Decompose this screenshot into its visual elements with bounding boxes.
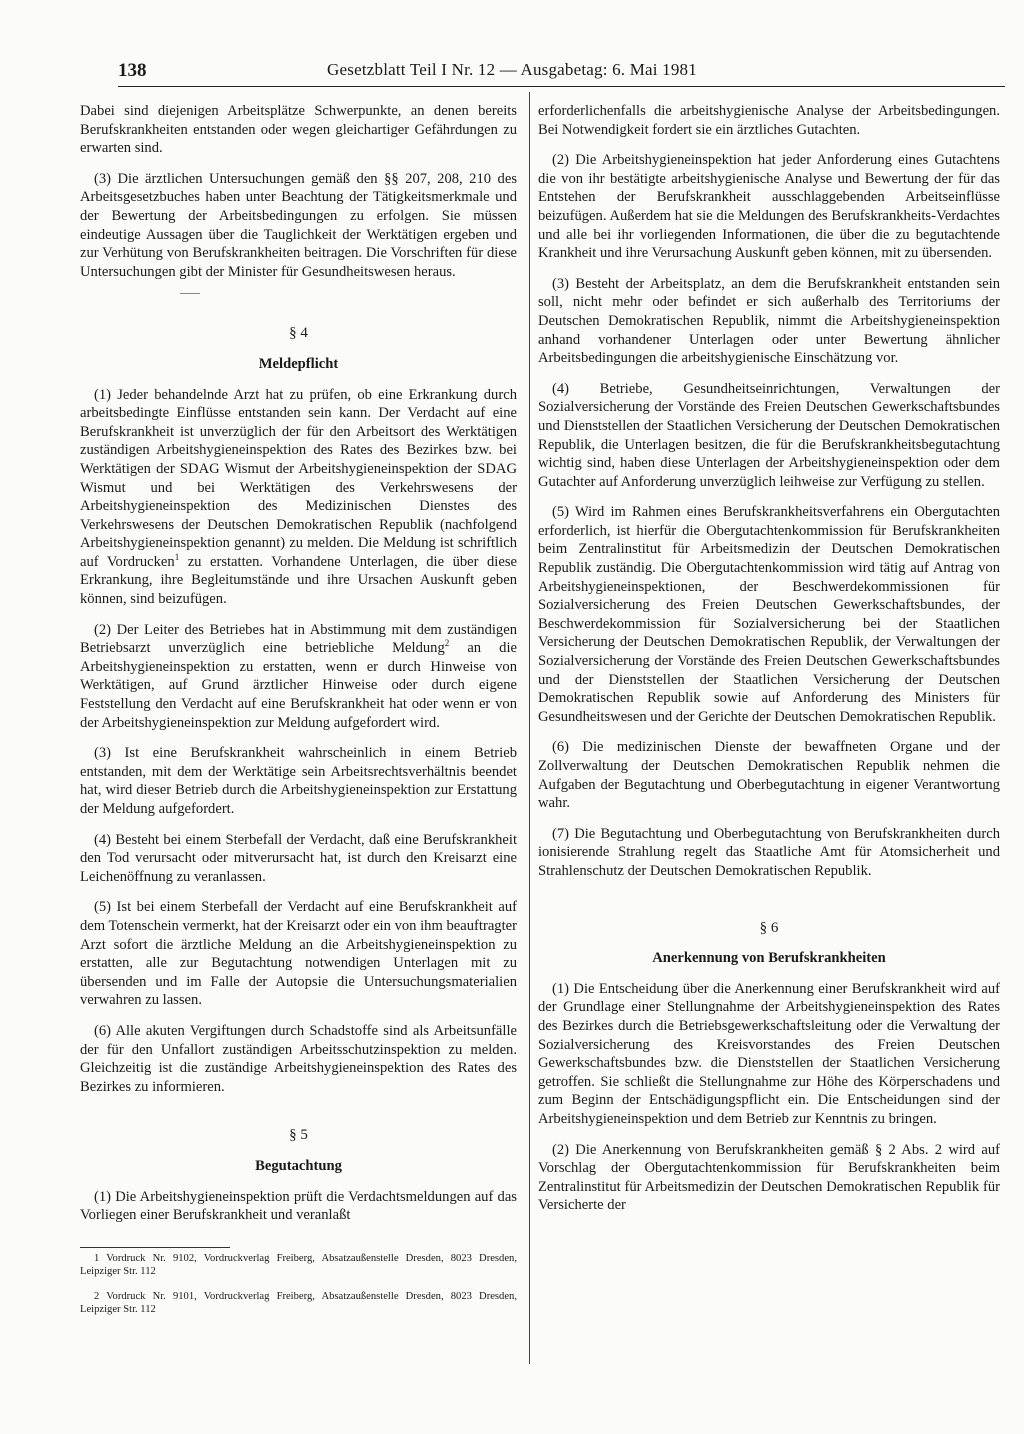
- footnote-ref-2: 2: [444, 638, 450, 649]
- section-4-number: § 4: [289, 325, 308, 342]
- section-6-number: § 6: [759, 919, 779, 936]
- paragraph-4-6: (6) Alle akuten Vergiftungen durch Schadstoffe sind als Arbeitsunfälle der für den Unfallort zuständigen Arbeitsschutzinspektion zu melden. Gleichzeitig ist die zuständige Arbeitshygieneinspektion des Rates des Bezirkes zu informieren.: [80, 1022, 517, 1095]
- footnote-1: 1 Vordruck Nr. 9102, Vordruckverlag Freiberg, Absatzaußenstelle Dresden, 8023 Dresden, Leipziger Str. 112: [80, 1252, 517, 1277]
- paragraph-5-1-continued: erforderlichenfalls die arbeitshygienische Analyse der Arbeitsbedingungen. Bei Notwendigkeit fordert sie ein ärztliches Gutachten.: [538, 103, 1000, 138]
- left-column: [80, 102, 517, 1328]
- footnote-ref-1: 1: [174, 552, 180, 563]
- column-divider: [529, 92, 530, 1364]
- footnote-rule: [80, 1247, 230, 1248]
- section-5-number: § 5: [289, 1127, 308, 1144]
- section-5-title: Begutachtung: [255, 1157, 342, 1174]
- paragraph-5-7: (7) Die Begutachtung und Oberbegutachtung von Berufskrankheiten durch ionisierende Strahlung regelt das Staatliche Amt für Atomsicherheit und Strahlenschutz der Deutschen Demokratischen Republik.: [538, 825, 1000, 879]
- paragraph-4-4: (4) Besteht bei einem Sterbefall der Verdacht, daß eine Berufskrankheit den Tod verursacht oder mitverursacht hat, ist durch den Kreisarzt eine Leichenöffnung zu veranlassen.: [80, 831, 517, 885]
- paragraph-4-1: (1) Jeder behandelnde Arzt hat zu prüfen, ob eine Erkrankung durch arbeitsbedingte Einflüsse entstanden sein kann. Der Verdacht auf eine Berufskrankheit ist unverzüglich der für den Arbeitsort des Werktätigen zuständigen Arbeitshygieneinspektion des Rates des Bezirkes bzw. bei Werktätigen der SDAG Wismut der Arbeitshygieneinspektion der SDAG Wismut und bei Werktätigen des Verkehrswesens der Arbeitshygieneinspektion des Medizinischen Dienstes des Verkehrswesens der Deutschen Demokratischen Republik (nachfolgend Arbeitshygieneinspektion genannt) zu melden. Die Meldung ist schriftlich auf Vordrucken$^1$ zu erstatten. Vorhandene Unterlagen, die über diese Erkrankung, ihre Begleitumstände und ihre Ursachen Auskunft geben können, sind beizufügen.: [80, 386, 517, 608]
- right-column: [538, 102, 1000, 1227]
- paragraph-4-5: (5) Ist bei einem Sterbefall der Verdacht auf eine Berufskrankheit auf dem Totenschein vermerkt, hat der Kreisarzt oder ein von ihm beauftragter Arzt sofort die ärztliche Meldung an die Arbeitshygieneinspektion zu erstatten, alle zur Begutachtung notwendigen Unterlagen mit zu übersenden und im Falle der Autopsie die Untersuchungsmaterialien verwahren zu lassen.: [80, 899, 517, 1009]
- header-rule: [118, 86, 1005, 87]
- paragraph-5-6: (6) Die medizinischen Dienste der bewaffneten Organe und der Zollverwaltung der Deutschen Demokratischen Republik nehmen die Aufgaben der Begutachtung und Oberbegutachtung in eigener Verantwortung wahr.: [538, 739, 1000, 812]
- paragraph-6-2: (2) Die Anerkennung von Berufskrankheiten gemäß § 2 Abs. 2 wird auf Vorschlag der Obergutachtenkommission für Berufskrankheiten beim Zentralinstitut für Arbeitsmedizin der Deutschen Demokratischen Republik für Versicherte der: [538, 1141, 1000, 1214]
- paragraph-4-3: (3) Ist eine Berufskrankheit wahrscheinlich in einem Betrieb entstanden, mit dem der Werktätige sein Arbeitsrechtsverhältnis beendet hat, wird dieser Betrieb durch die Arbeitshygieneinspektion zur Erstattung der Meldung aufgefordert.: [80, 745, 517, 817]
- paragraph-5-4: (4) Betriebe, Gesundheitseinrichtungen, Verwaltungen der Sozialversicherung der Vorstände des Freien Deutschen Gewerkschaftsbundes und Dienststellen der Staatlichen Versicherung der Deutschen Demokratischen Republik, die Unterlagen besitzen, die für die Berufskrankheitsbegutachtung wichtig sind, haben diese Unterlagen der Arbeitshygieneinspektion oder dem Gutachter auf Anforderung unverzüglich leihweise zur Verfügung zu stellen.: [538, 380, 1000, 490]
- paragraph-5-2: (2) Die Arbeitshygieneinspektion hat jeder Anforderung eines Gutachtens die von ihr bestätigte arbeitshygienische Analyse und Bewertung der für das Entstehen der Berufskrankheit ausschlaggebenden Arbeitseinflüsse beizufügen. Außerdem hat sie die Meldungen des Berufskrankheits-Verdachtes und alle bei ihr vorliegenden Informationen, die über die zu begutachtende Krankheit und ihre Verursachung Auskunft geben können, mit zu übersenden.: [538, 152, 1000, 262]
- section-4-title: Meldepflicht: [258, 355, 339, 372]
- running-title: Gesetzblatt Teil I Nr. 12 — Ausgabetag: 6. Mai 1981: [327, 60, 697, 79]
- footnote-2: 2 Vordruck Nr. 9101, Vordruckverlag Freiberg, Absatzaußenstelle Dresden, 8023 Dresden, Leipziger Str. 112: [80, 1290, 517, 1315]
- paragraph-3-3: (3) Die ärztlichen Untersuchungen gemäß den §§ 207, 208, 210 des Arbeitsgesetzbuches haben unter Beachtung der Tätigkeitsmerkmale und der Bewertung der Arbeitsbedingungen zu erfolgen. Sie müssen eindeutige Aussagen über die Tauglichkeit der Werktätigen ergeben und zur Verhütung von Berufskrankheiten beitragen. Die Vorschriften für diese Untersuchungen gibt der Minister für Gesundheitswesen heraus.: [80, 170, 517, 280]
- section-6-title: Anerkennung von Berufskrankheiten: [652, 950, 886, 967]
- paragraph-5-3: (3) Besteht der Arbeitsplatz, an dem die Berufskrankheit entstanden sein soll, nicht mehr oder befindet er sich außerhalb des Territoriums der Deutschen Demokratischen Republik, nimmt die Arbeitshygieneinspektion anhand vorhandener Unterlagen oder unter Bewertung ähnlicher Arbeitsbedingungen die arbeitshygienische Einschätzung vor.: [538, 275, 1000, 367]
- paragraph-6-1: (1) Die Entscheidung über die Anerkennung einer Berufskrankheit wird auf der Grundlage einer Stellungnahme der Arbeitshygieneinspektion des Rates des Bezirkes durch die Betriebsgewerkschaftsleitung oder die Verwaltung der Sozialversicherung des Kreisvorstandes des Freien Deutschen Gewerkschaftsbundes bzw. die Dienststellen der Staatlichen Versicherung getroffen. Sie schließt die Stellungnahme zur Höhe des Körperschadens und zum Beginn der Entschädigungspflicht ein. Die Entscheidungen sind der Arbeitshygieneinspektion und dem Betrieb zur Kenntnis zu bringen.: [538, 980, 1000, 1127]
- paragraph-intro: Dabei sind diejenigen Arbeitsplätze Schwerpunkte, an denen bereits Berufskrankheiten entstanden oder wegen gleichartiger Gefährdungen zu erwarten sind.: [80, 103, 517, 157]
- paragraph-4-2: (2) Der Leiter des Betriebes hat in Abstimmung mit dem zuständigen Betriebsarzt unverzüglich eine betriebliche Meldung$^2$ an die Arbeitshygieneinspektion zu erstatten, wenn er durch Hinweise von Werktätigen, auf Grund ärztlicher Hinweise oder durch eigene Feststellung den Verdacht auf eine Berufskrankheit hat oder wenn er von der Arbeitshygieneinspektion zur Meldung aufgefordert wird.: [80, 621, 517, 731]
- paragraph-5-1: (1) Die Arbeitshygieneinspektion prüft die Verdachtsmeldungen auf das Vorliegen einer Berufskrankheit und veranlaßt: [80, 1188, 517, 1224]
- page-number: 138: [118, 60, 147, 81]
- decorative-dash: [180, 293, 200, 294]
- paragraph-5-5: (5) Wird im Rahmen eines Berufskrankheitsverfahrens ein Obergutachten erforderlich, ist hierfür die Obergutachtenkommission für Berufskrankheiten beim Zentralinstitut für Arbeitsmedizin der Deutschen Demokratischen Republik zuständig. Die Obergutachtenkommission wird tätig auf Antrag von Arbeitshygieneinspektionen, der Beschwerdekommissionen für Sozialversicherung des Freien Deutschen Gewerkschaftsbundes, der Beschwerdekommission für Sozialversicherung bei der Staatlichen Versicherung der Deutschen Demokratischen Republik, der Verwaltungen der Sozialversicherung der Vorstände des Freien Deutschen Gewerkschaftsbundes und der Dienststellen der Staatlichen Versicherung der Deutschen Demokratischen Republik sowie auf Anforderung des Ministers für Gesundheitswesen und der Gerichte der Deutschen Demokratischen Republik.: [538, 504, 1000, 725]
